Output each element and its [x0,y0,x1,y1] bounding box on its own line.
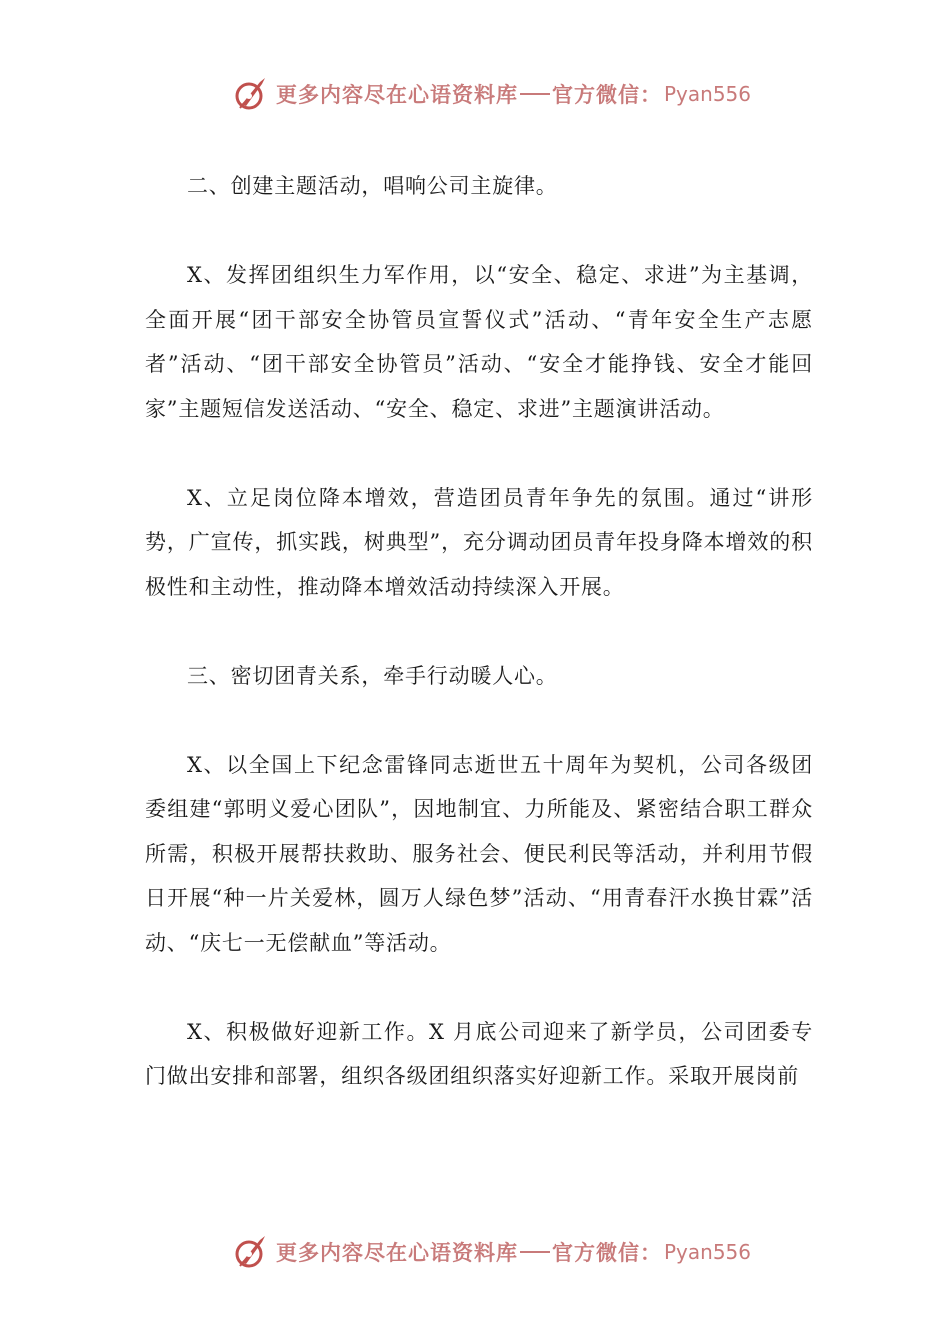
paragraph: X、以全国上下纪念雷锋同志逝世五十周年为契机，公司各级团委组建“郭明义爱心团队”，因地制宜、力所能及、紧密结合职工群众所需，积极开展帮扶救助、服务社会、便民利民等活动，并利用节假日开展“种一片关爱林，圆万人绿色梦”活动、“用青春汗水换甘霖”活动、“庆七一无偿献血”等活动。 [145,752,813,955]
banner-text: 更多内容尽在心语资料库 [276,82,518,107]
paragraph: X、发挥团组织生力军作用，以“安全、稳定、求进”为主基调，全面开展“团干部安全协管员宣誓仪式”活动、“青年安全生产志愿者”活动、“团干部安全协管员”活动、“安全才能挣钱、安全才能回家”主题短信发送活动、“安全、稳定、求进”主题演讲活动。 [145,263,813,421]
banner-dash [520,93,550,95]
paragraph: X、积极做好迎新工作。X 月底公司迎来了新学员，公司团委专门做出安排和部署，组织各级团组织落实好迎新工作。采取开展岗前 [145,1019,813,1088]
quill-logo-icon [232,1232,272,1272]
section-heading: 三、密切团青关系，牵手行动暖人心。 [187,663,558,688]
banner-wechat-id: Pyan556 [664,82,752,106]
banner-text: 更多内容尽在心语资料库 [276,1240,518,1265]
footer-banner [232,1232,751,1272]
banner-wechat-id: Pyan556 [664,1240,752,1264]
paragraph: X、立足岗位降本增效，营造团员青年争先的氛围。通过“讲形势，广宣传，抓实践，树典型”，充分调动团员青年投身降本增效的积极性和主动性，推动降本增效活动持续深入开展。 [145,485,813,599]
section-heading: 二、创建主题活动，唱响公司主旋律。 [187,174,558,198]
banner-wechat-label: 官方微信： [552,1240,662,1265]
document-body [145,164,813,1099]
header-banner [232,74,751,114]
quill-logo-icon [232,74,272,114]
banner-wechat-label: 官方微信： [552,82,662,107]
banner-dash [520,1251,550,1253]
